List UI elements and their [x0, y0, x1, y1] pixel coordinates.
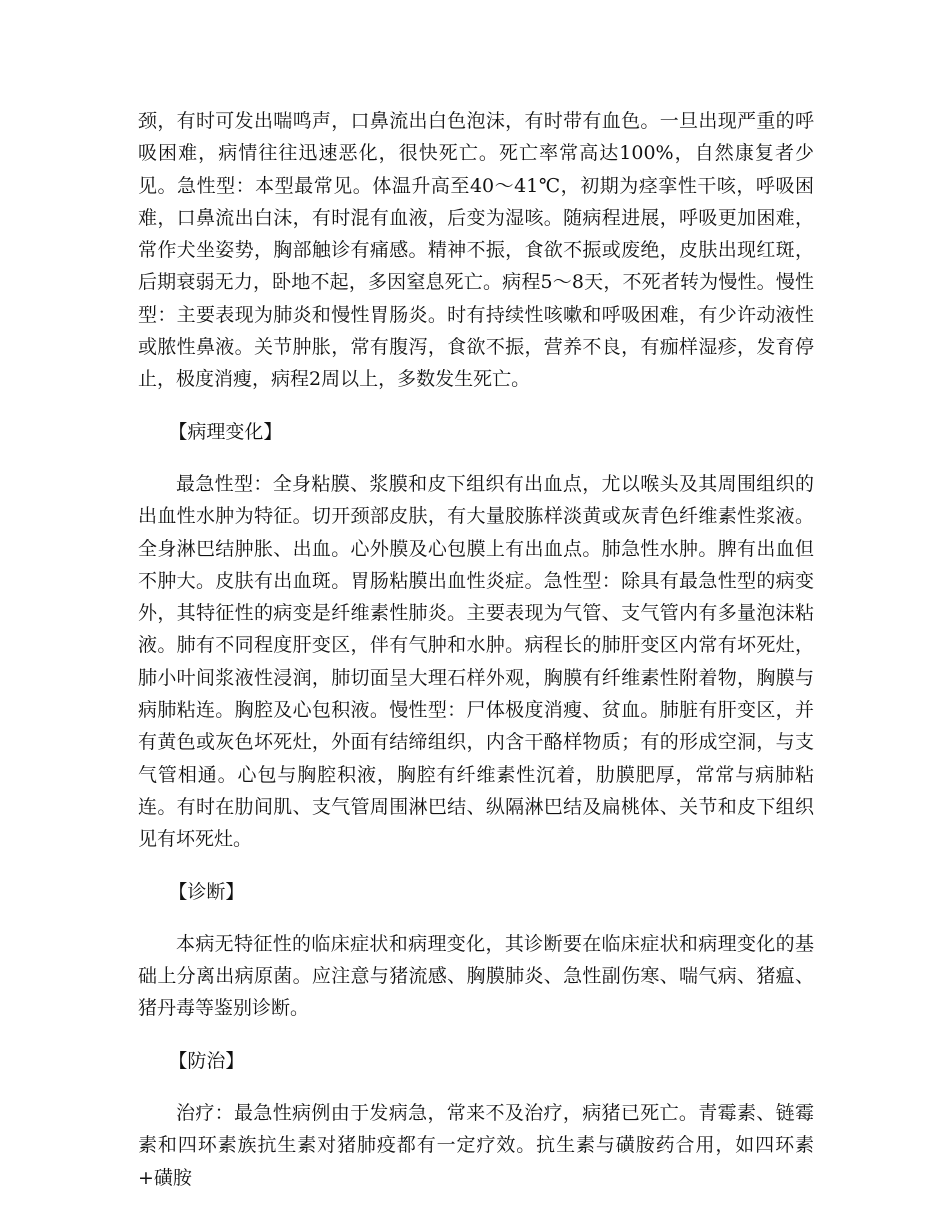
document-body [138, 105, 814, 1214]
section-heading-pathology: 【病理变化】 [168, 420, 283, 443]
paragraph-clinical-symptoms-continued: 颈，有时可发出喘鸣声，口鼻流出白色泡沫，有时带有血色。一旦出现严重的呼吸困难，病情往往迅速恶化，很快死亡。死亡率常高达100%，自然康复者少见。急性型：本型最常见。体温升高至40～41℃，初期为痉挛性干咳，呼吸困难，口鼻流出白沫，有时混有血液，后变为湿咳。随病程进展，呼吸更加困难，常作犬坐姿势，胸部触诊有痛感。精神不振，食欲不振或废绝，皮肤出现红斑，后期衰弱无力，卧地不起，多因窒息死亡。病程5～8天，不死者转为慢性。慢性型：主要表现为肺炎和慢性胃肠炎。时有持续性咳嗽和呼吸困难，有少许动液性或脓性鼻液。关节肿胀，常有腹泻，食欲不振，营养不良，有痂样湿疹，发育停止，极度消瘦，病程2周以上，多数发生死亡。 [138, 110, 814, 391]
paragraph-pathology: 最急性型：全身粘膜、浆膜和皮下组织有出血点，尤以喉头及其周围组织的出血性水肿为特征。切开颈部皮肤，有大量胶胨样淡黄或灰青色纤维素性浆液。全身淋巴结肿胀、出血。心外膜及心包膜上有出血点。肺急性水肿。脾有出血但不肿大。皮肤有出血斑。胃肠粘膜出血性炎症。急性型：除具有最急性型的病变外，其特征性的病变是纤维素性肺炎。主要表现为气管、支气管内有多量泡沫粘液。肺有不同程度肝变区，伴有气肿和水肿。病程长的肺肝变区内常有坏死灶，肺小叶间浆液性浸润，肺切面呈大理石样外观，胸膜有纤维素性附着物，胸膜与病肺粘连。胸腔及心包积液。慢性型：尸体极度消瘦、贫血。肺脏有肝变区，并有黄色或灰色坏死灶，外面有结缔组织，内含干酪样物质；有的形成空洞，与支气管相通。心包与胸腔积液，胸腔有纤维素性沉着，肋膜肥厚，常常与病肺粘连。有时在肋间肌、支气管周围淋巴结、纵隔淋巴结及扁桃体、关节和皮下组织见有坏死灶。 [138, 472, 814, 851]
section-heading-prevention: 【防治】 [168, 1049, 245, 1072]
paragraph-diagnosis: 本病无特征性的临床症状和病理变化，其诊断要在临床症状和病理变化的基础上分离出病原菌。应注意与猪流感、胸膜肺炎、急性副伤寒、喘气病、猪瘟、猪丹毒等鉴别诊断。 [138, 932, 814, 1020]
section-heading-diagnosis: 【诊断】 [168, 880, 245, 903]
paragraph-treatment: 治疗：最急性病例由于发病急，常来不及治疗，病猪已死亡。青霉素、链霉素和四环素族抗生素对猪肺疫都有一定疗效。抗生素与磺胺药合用，如四环素+磺胺 [138, 1102, 814, 1189]
